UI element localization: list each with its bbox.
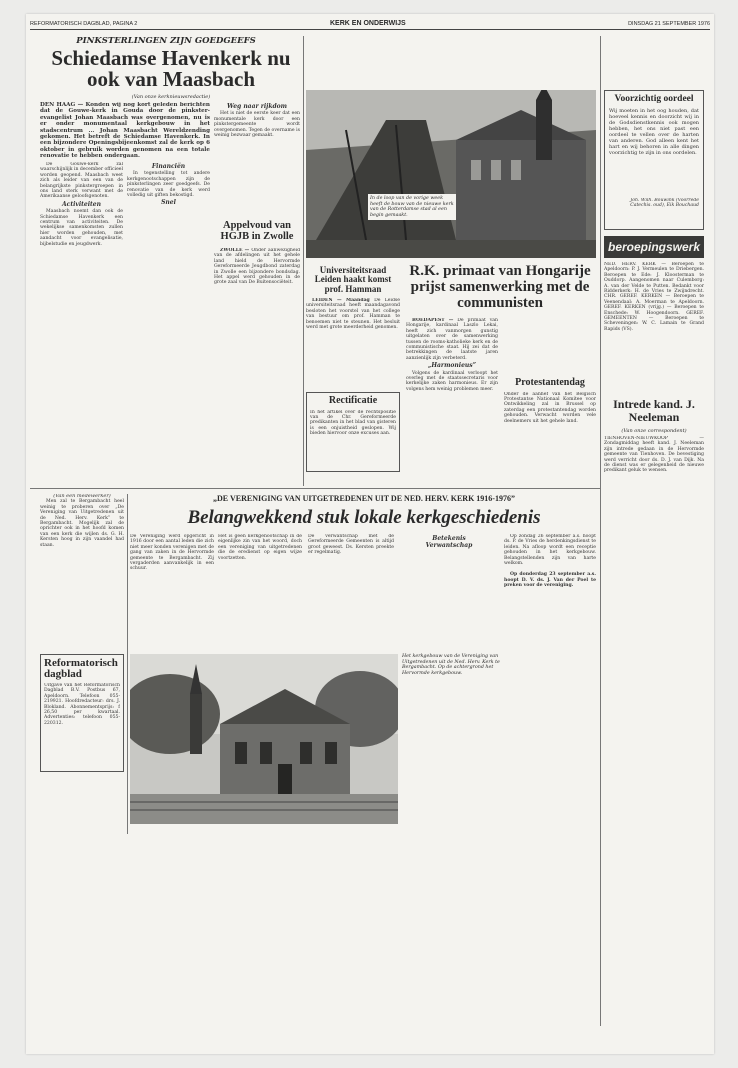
- financien-subhead: Financiën: [151, 163, 186, 170]
- vereniging-col3: Het is geen kerkgenootschap in de eigenlijke zin van het woord, doch een vereniging van uitgetredenen die de eredienst op eigen wijze voortzetten.: [218, 534, 302, 561]
- harbour-church-photo: [306, 90, 596, 258]
- lead-paragraph: Het is niet de eerste keer dat een monumentale kerk door een pinkstergemeente wordt overgenomen. Tegen de overname is weinig bezwaar gemaakt.: [214, 111, 300, 139]
- vereniging-intro: [40, 494, 124, 644]
- vereniging-footnote: Op donderdag 23 september a.s. hoopt D. V. ds. J. Van der Poel te preken voor de vereniging.: [504, 572, 596, 589]
- activiteiten-subhead: Activiteiten: [62, 200, 101, 208]
- lead-intro: DEN HAAG — Konden wij nog kort geleden berichten dat de Gouwe-kerk in Gouda door de pinkster-evangelist Johan Maasbach was overgenomen, nu is er onder monumentaal kerkgebouw in het stadscentrum ... Johan Maasbacht Wereldzending gekomen. Het betreft de Schiedamse Havenkerk. In een bijzondere Openingsbijeenkomst zal de kerk op 6 oktober in gebruik worden genomen na een totale renovatie te hebben ondergaan.: [40, 102, 210, 160]
- banner-headline: Belangwekkend stuk lokale kerkgeschiedenis: [187, 507, 541, 528]
- voorzichtig-oordeel-box: [604, 90, 704, 230]
- lead-headline: Schiedamse Havenkerk nu ook van Maasbach: [51, 46, 291, 91]
- sidebar-signature: Joh. Wilh. Bouwink (Voorrede Catechis. oud), Eik Bouchaud: [630, 197, 699, 209]
- leiden-headline: Universiteitsraad Leiden haakt komst prof. Hamman: [314, 265, 392, 294]
- photo1-caption: In de loop van de vorige week heeft de bouw van de nieuwe kerk van de Rotterdamse stad al een begin gemaakt.: [368, 194, 456, 220]
- protestantendag-body: Onder de aanhef van het Belgisch Protestantse Nationaal Komitee voor Ontwikkeling zal in Brussel op zaterdag een protestantendag worden gehouden. Verwacht worden vele deelnemers uit het gehele land.: [504, 391, 596, 424]
- vereniging-col6: [504, 534, 596, 824]
- rk-dateline: BOEDAPEST —: [412, 318, 454, 323]
- harbour-photo-graphic: [306, 90, 596, 258]
- betekenis-subhead: Betekenis: [432, 535, 466, 542]
- header-left: REFORMATORISCH DAGBLAD, PAGINA 2: [30, 21, 138, 27]
- lead-body-col2: [127, 162, 210, 382]
- protestantendag-title: Protestantendag: [515, 377, 585, 388]
- masthead-body: Uitgave van het Reformatorisch Dagblad B.V. Postbus 67, Apeldoorn. Telefoon 055-219921. Hoofdredacteur: drs. J. Blokland. Abonnementsprijs: f 26,50 per kwartaal. Advertenties: telefoon 055-220312.: [44, 683, 120, 726]
- beroepingswerk-banner: beroepingswerk: [604, 236, 704, 258]
- rectificatie-box: [306, 392, 400, 472]
- zwolle-text: Onder aanwezigheid van de afdelingen uit het gehele land hield de Hervormde Gereformeerde Jeugdbond zaterdag in Zwolle een bijzondere bondsdag. Het appel werd gehouden in de grote zaal van De Buitensociëteit.: [214, 248, 300, 286]
- page-header: [30, 18, 710, 30]
- masthead-title: Reformatorisch dagblad: [44, 657, 118, 680]
- rectificatie-body: In het artikel over de rechtspositie van de Chr. Gereformeerde predikanten in het blad van gisteren is een onjuistheid geslopen. Wij bieden hiervoor onze excuses aan.: [310, 409, 396, 437]
- leiden-text: De Leidse universiteitsraad heeft maandagavond besloten het voorstel van het college van bestuur om prof. Hamman te benoemen niet te steunen. Het besluit werd met grote meerderheid genomen.: [306, 298, 400, 331]
- banner-kicker: „DE VERENIGING VAN UITGETREDENEN UIT DE NED. HERV. KERK 1916-1976”: [213, 494, 515, 503]
- masthead-box: [40, 654, 124, 772]
- header-date: DINSDAG 21 SEPTEMBER 1976: [628, 21, 710, 27]
- rk-headline: R.K. primaat van Hongarije prijst samenwerking met de communisten: [409, 263, 591, 311]
- photo2-caption: Het kerkgebouw van de Vereniging van Uitgetredenen uit de Ned. Herv. Kerk te Bergambacht. Op de achtergrond het Hervormde kerkgebouw.: [402, 654, 500, 676]
- lead-byline: (Van onze kerknieuwsredactie): [131, 94, 211, 100]
- intrede-body: TIENHOVEN-NIEUWKOOP — Zondagmiddag heeft kand. J. Neeleman zijn intrede gedaan in de Hervormde gemeente van Tienhoven. De bevestiging werd verricht door ds. D. J. van Dijk. Na de dienst was er gelegenheid de nieuwe predikant geluk te wensen.: [604, 436, 704, 474]
- beroepingswerk-body: NED. HERV. KERK — Beroepen te Apeldoorn: P. J. Vermeulen te Driebergen. Beroepen te Ede: J. Kloosterman te Ouddorp. Aangenomen naar Culemborg: A. van der Velde te Putten. Bedankt voor Ridderkerk: H. de Vries te Zwijndrecht. CHR. GEREF. KERKEN — Beroepen te Veenendaal: A. Moerman te Apeldoorn. GEREF. KERKEN (vrijg.) — Beroepen te Enschede: W. Hoogendoorn. GEREF. GEMEENTEN — Beroepen te Scheveningen: W. C. Lamain te Grand Rapids (VS).: [604, 262, 704, 332]
- zwolle-body: [214, 248, 300, 382]
- newspaper-page: [26, 14, 714, 1054]
- rk-paragraph: Volgens de kardinaal verloopt het overleg met de staatssecretaris voor kerkelijke zaken harmonieus. Er zijn volgens hem weinig problemen meer.: [406, 370, 498, 392]
- harmonieus-subhead: „Harmonieus”: [427, 362, 477, 370]
- leiden-dateline: LEIDEN — Maandag: [312, 298, 370, 303]
- section-title: KERK EN ONDERWIJS: [330, 20, 406, 27]
- verwantschap-subhead: Verwantschap: [425, 542, 473, 550]
- weg-naar-rijkdom-subhead: Weg naar rijkdom: [226, 103, 288, 110]
- lead-body-col1: [40, 162, 123, 382]
- sidebar-title: Voorzichtig oordeel: [614, 94, 694, 104]
- intrede-headline: Intrede kand. J. Neeleman: [613, 397, 695, 424]
- lead-paragraph: In tegenstelling tot andere kerkgenootschappen zijn de pinksterlingen zeer goedgeefs. De renovatie van de kerk werd volledig uit giften bekostigd.: [127, 171, 210, 199]
- vereniging-col4: De verwantschap met de Gereformeerde Gemeenten is altijd groot geweest. Ds. Kersten preekte er regelmatig.: [308, 534, 394, 556]
- vereniging-right-text: Op zondag 26 september a.s. hoopt ds. P. de Vries de herdenkingsdienst te leiden. Na afloop wordt een receptie gehouden in het kerkgebouw. Belangstellenden zijn van harte welkom.: [504, 534, 596, 567]
- vereniging-col5: [402, 534, 496, 650]
- sidebar-body: Wij moeten in het oog houden, dat hoeveel kennis en doorzicht wij in de Godsdienstkennis ook mogen hebben, het ons niet past een oordeel te vellen over de harten van anderen. God alleen kent het hart en wij behoren in alle dingen voorzichtig te zijn in ons oordelen.: [609, 107, 699, 156]
- rectificatie-title: Rectificatie: [328, 395, 378, 406]
- filler-column: [40, 778, 124, 838]
- zwolle-dateline: ZWOLLE —: [220, 248, 250, 253]
- zwolle-headline: Appelvoud van HGJB in Zwolle: [220, 220, 294, 243]
- church-photo-graphic: [130, 654, 398, 824]
- intrede-byline: (Van onze correspondent): [621, 428, 687, 434]
- lead-paragraph: De Gouwe-kerk zal waarschijnlijk in december officieel worden geopend. Maasbach weet zich als leider van een van de belangrijkste pinkstergroepen in ons land sterk verwant met de Amerikaanse geloofsgenoten.: [40, 162, 123, 200]
- protestantendag-article: [504, 318, 596, 484]
- lead-body-col3: [214, 102, 300, 212]
- lead-kicker: PINKSTERLINGEN ZIJN GOEDGEEFS: [76, 36, 256, 46]
- snel-subhead: Snel: [161, 199, 176, 207]
- vereniging-kicker: (Van een medewerker): [53, 494, 111, 499]
- vereniging-paragraph: Men zal te Bergambacht heel weinig te proberen over „De Vereniging van Uitgetredenen uit de Ned. Herv. Kerk” te Bergambacht. Mogelijk zal de oprichter ook in het hoofd komen van een kerk die wijlen ds. G. H. Kersten hoog in zijn vaandel had staan.: [40, 499, 124, 548]
- bergambacht-church-photo: [130, 654, 398, 824]
- rk-body-col1: [406, 318, 498, 484]
- leiden-body: [306, 298, 400, 382]
- vereniging-col2: De Vereniging werd opgericht in 1916 door een aantal leden die zich niet meer konden verenigen met de gang van zaken in de Hervormde gemeente te Bergambacht. Zij vergaderden aanvankelijk in een schuur.: [130, 534, 214, 572]
- lead-paragraph: Maasbach noemt dan ook de Schiedamse Havenkerk een centrum van activiteiten. De wekelijkse samenkomsten zullen hier worden gehouden, met aandacht voor evangelisatie, bijbelstudie en jeugdwerk.: [40, 209, 123, 247]
- rk-text: De primaat van Hongarije, kardinaal Laszlo Lekai, heeft zich vanmorgen gunstig uitgelaten over de samenwerking tussen de rooms-katholieke kerk en de communistische staat. Hij zei dat de betrekkingen de laatste jaren aanzienlijk zijn verbeterd.: [406, 318, 498, 361]
